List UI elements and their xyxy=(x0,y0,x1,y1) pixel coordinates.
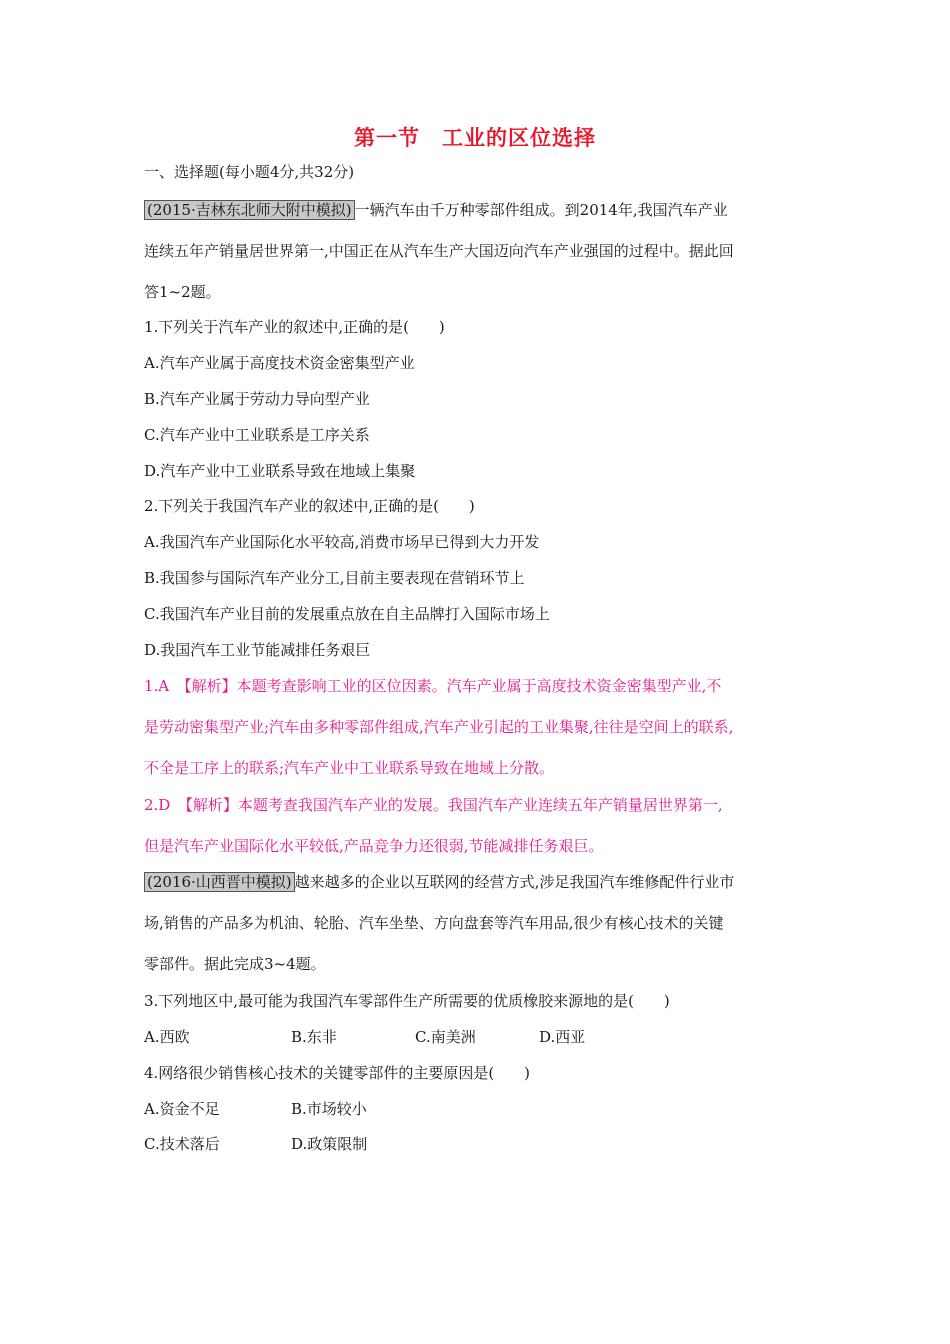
question-1-option-a: A.汽车产业属于高度技术资金密集型产业 xyxy=(144,354,415,372)
question-4-options-row2 xyxy=(144,1133,367,1155)
passage2-line2: 场,销售的产品多为机油、轮胎、汽车坐垫、方向盘套等汽车用品,很少有核心技术的关键 xyxy=(144,914,724,932)
page-title: 第一节 工业的区位选择 xyxy=(354,126,596,150)
question-4-option-a: A.资金不足 xyxy=(144,1100,220,1118)
question-1-option-d: D.汽车产业中工业联系导致在地域上集聚 xyxy=(144,462,416,480)
answer-1-line3: 不全是工序上的联系;汽车产业中工业联系导致在地域上分散。 xyxy=(144,759,555,777)
answer-1-line1: 1.A 【解析】本题考查影响工业的区位因素。汽车产业属于高度技术资金密集型产业,不 xyxy=(144,677,722,695)
question-3-option-b: B.东非 xyxy=(291,1028,337,1046)
question-2-option-b: B.我国参与国际汽车产业分工,目前主要表现在营销环节上 xyxy=(144,569,525,587)
passage1-line1 xyxy=(144,199,728,221)
question-3-option-d: D.西亚 xyxy=(539,1028,586,1046)
answer-1-line2: 是劳动密集型产业;汽车由多种零部件组成,汽车产业引起的工业集聚,往往是空间上的联系, xyxy=(144,718,734,736)
question-2-option-a: A.我国汽车产业国际化水平较高,消费市场早已得到大力开发 xyxy=(144,533,540,551)
question-4-stem: 4.网络很少销售核心技术的关键零部件的主要原因是( ) xyxy=(144,1064,531,1082)
question-2-stem: 2.下列关于我国汽车产业的叙述中,正确的是( ) xyxy=(144,497,475,515)
answer-2-line2: 但是汽车产业国际化水平较低,产品竞争力还很弱,节能减排任务艰巨。 xyxy=(144,837,604,855)
passage1-line3: 答1~2题。 xyxy=(144,283,221,301)
question-4-options-row1 xyxy=(144,1098,367,1120)
passage1-line2: 连续五年产销量居世界第一,中国正在从汽车生产大国迈向汽车产业强国的过程中。据此回 xyxy=(144,242,734,260)
question-3-option-c: C.南美洲 xyxy=(415,1028,476,1046)
question-4-option-d: D.政策限制 xyxy=(291,1135,368,1153)
question-3-option-a: A.西欧 xyxy=(144,1028,190,1046)
section-heading: 一、选择题(每小题4分,共32分) xyxy=(144,163,355,181)
passage2-line1 xyxy=(144,871,734,893)
question-2-option-d: D.我国汽车工业节能减排任务艰巨 xyxy=(144,641,371,659)
answer-2-line1: 2.D 【解析】本题考查我国汽车产业的发展。我国汽车产业连续五年产销量居世界第一, xyxy=(144,796,723,814)
question-1-option-b: B.汽车产业属于劳动力导向型产业 xyxy=(144,390,370,408)
question-3-stem: 3.下列地区中,最可能为我国汽车零部件生产所需要的优质橡胶来源地的是( ) xyxy=(144,992,670,1010)
source-tag: (2016·山西晋中模拟) xyxy=(144,872,295,892)
question-3-options xyxy=(144,1026,585,1048)
source-tag: (2015·吉林东北师大附中模拟) xyxy=(144,200,355,220)
question-1-stem: 1.下列关于汽车产业的叙述中,正确的是( ) xyxy=(144,318,445,336)
question-2-option-c: C.我国汽车产业目前的发展重点放在自主品牌打入国际市场上 xyxy=(144,605,550,623)
question-1-option-c: C.汽车产业中工业联系是工序关系 xyxy=(144,426,370,444)
question-4-option-c: C.技术落后 xyxy=(144,1135,220,1153)
passage1-text: 一辆汽车由千万种零部件组成。到2014年,我国汽车产业 xyxy=(354,201,728,219)
passage2-line3: 零部件。据此完成3~4题。 xyxy=(144,955,326,973)
question-4-option-b: B.市场较小 xyxy=(291,1100,367,1118)
passage2-text: 越来越多的企业以互联网的经营方式,涉足我国汽车维修配件行业市 xyxy=(294,873,735,891)
